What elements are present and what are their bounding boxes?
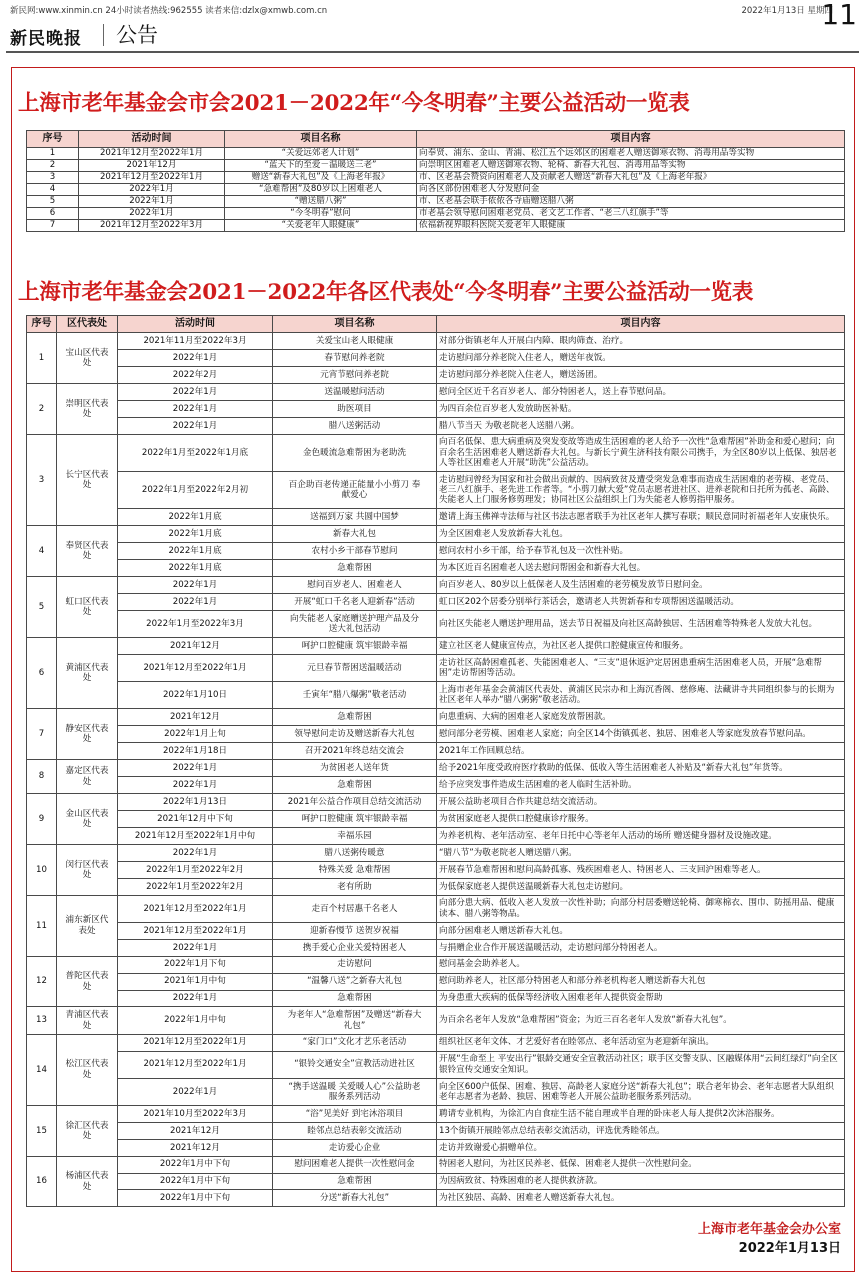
table2-cell: 走访并致谢爱心捐赠单位。 — [437, 1139, 845, 1156]
table1-header-cell: 项目内容 — [417, 131, 845, 148]
table2-header-cell: 序号 — [27, 316, 57, 333]
table2-cell: 2022年2月 — [118, 366, 273, 383]
group-number: 9 — [27, 793, 57, 844]
table2-cell: 为因病致贫、特殊困难的老人提供救济款。 — [437, 1173, 845, 1190]
table2-header-cell: 项目名称 — [273, 316, 437, 333]
table1-row — [27, 220, 845, 232]
section-title: 公告 — [116, 23, 158, 47]
table2-cell: 农村小乡干部春节慰问 — [273, 543, 437, 560]
table2-cell: 2022年1月 — [118, 417, 273, 434]
table2-cell: 幸福乐园 — [273, 827, 437, 844]
table2-row — [27, 990, 845, 1007]
table2-cell: 13个街镇开展睦邻点总结表彰交流活动，评选优秀睦邻点。 — [437, 1122, 845, 1139]
district-office: 嘉定区代表处 — [57, 760, 118, 794]
table2-cell: 金色暖流急难帮困为老助洗 — [273, 434, 437, 471]
table2-cell: 聘请专业机构，为徐汇内自食症生活不能自理或半自理的卧床老人每人提供2次沐浴服务。 — [437, 1105, 845, 1122]
table2-row — [27, 844, 845, 861]
table2-cell: 开展“生命至上 平安出行”银龄交通安全宣教活动社区；联手区交警支队、区融媒体用“云间红绿灯”向全区银铃宣传交通安全知识。 — [437, 1051, 845, 1078]
table2-cell: 2022年1月至2022年2月 — [118, 861, 273, 878]
table2-cell: 2022年1月 — [118, 1078, 273, 1105]
table2-cell: 腊八送粥传暖意 — [273, 844, 437, 861]
table2-cell: 走访慰问部分养老院入住老人，赠送年夜饭。 — [437, 349, 845, 366]
table1-header-cell: 项目名称 — [225, 131, 417, 148]
table2-header-cell: 活动时间 — [118, 316, 273, 333]
table2-cell: 助医项目 — [273, 400, 437, 417]
table2-cell: 向失能老人家庭赠送护理产品及分送大礼包活动 — [273, 610, 437, 637]
table1-cell: 市、区老基会赞资向困难老人及贡献老人赠送“新春大礼包”及《上海老年报》 — [417, 172, 845, 184]
table2-row — [27, 743, 845, 760]
district-office: 奉贤区代表处 — [57, 526, 118, 577]
table2-row — [27, 655, 845, 682]
signature-org: 上海市老年基金会办公室 — [697, 1222, 841, 1237]
table2-cell: 携手爱心企业关爱特困老人 — [273, 939, 437, 956]
table2-cell: 对部分街镇老年人开展白内障、眼肉筛查、治疗。 — [437, 333, 845, 350]
table1-cell: 2021年12月至2022年1月 — [79, 172, 225, 184]
table2-cell: 春节慰问养老院 — [273, 349, 437, 366]
table2-cell: 呵护口腔健康 筑牢银龄幸福 — [273, 810, 437, 827]
table1-cell: 6 — [27, 208, 79, 220]
table1-cell: 2022年1月 — [79, 184, 225, 196]
table2-cell: 2022年1月 — [118, 990, 273, 1007]
table2-cell: 为百余名老年人发放“急难帮困”资金；为近三百名老年人发放“新春大礼包”。 — [437, 1007, 845, 1034]
group-number: 12 — [27, 956, 57, 1007]
district-office: 金山区代表处 — [57, 793, 118, 844]
table2-header-row — [27, 316, 845, 333]
table2-cell: 急难帮困 — [273, 560, 437, 577]
table1-cell: “关爱老年人眼健康” — [225, 220, 417, 232]
table1-cell: 2 — [27, 160, 79, 172]
table2-row — [27, 1105, 845, 1122]
group-number: 6 — [27, 638, 57, 709]
table2-cell: 慰问百岁老人、困难老人 — [273, 577, 437, 594]
table2-cell: 特殊关爱 急难帮困 — [273, 861, 437, 878]
table2-cell: 召开2021年终总结交流会 — [273, 743, 437, 760]
table2-row — [27, 349, 845, 366]
table2-row — [27, 400, 845, 417]
table2-row — [27, 726, 845, 743]
table1-row — [27, 196, 845, 208]
table2-cell: 向全区600户低保、困难、独居、高龄老人家庭分送“新春大礼包”；联合老年协会、老年志愿者大队组织老年志愿者为老龄、独居、困难等老人开展公益助老服务系列活动。 — [437, 1078, 845, 1105]
table2-row — [27, 922, 845, 939]
table1-header-row — [27, 131, 845, 148]
group-number: 4 — [27, 526, 57, 577]
table2-cell: 元旦春节帮困送温暖活动 — [273, 655, 437, 682]
table2-header-cell: 区代表处 — [57, 316, 118, 333]
table2-cell: 走访爱心企业 — [273, 1139, 437, 1156]
district-office: 杨浦区代表处 — [57, 1156, 118, 1207]
table1-cell: 市老基会领导慰问困难老党员、老文艺工作者、“老三八红旗手”等 — [417, 208, 845, 220]
table2-cell: 领导慰问走访及赠送新春大礼包 — [273, 726, 437, 743]
group-number: 7 — [27, 709, 57, 760]
table1-cell: 向崇明区困难老人赠送御寒衣物、轮椅、新春大礼包、消毒用品等实物 — [417, 160, 845, 172]
table2-cell: 2022年1月 — [118, 844, 273, 861]
table2-cell: 为社区独居、高龄、困难老人赠送新春大礼包。 — [437, 1190, 845, 1207]
table2-cell: 组织社区老年文体、才艺爱好者在睦邻点、老年活动室为老迎新年演出。 — [437, 1034, 845, 1051]
table2-cell: 上海市老年基金会黄浦区代表处、黄浦区民宗办和上海沉香阁、慈修庵、法藏讲寺共同组织参与的长期为社区老年人举办“腊八粥粥”敬老活动。 — [437, 682, 845, 709]
table2-cell: 元宵节慰问养老院 — [273, 366, 437, 383]
table2-cell: 2021年12月至2022年1月 — [118, 1034, 273, 1051]
table2-cell: 建立社区老人健康宣传点，为社区老人提供口腔健康宣传和服务。 — [437, 638, 845, 655]
table2-cell: 开展春节急难帮困和慰问高龄孤寡、残疾困难老人、特困老人、三支回沪困难等老人。 — [437, 861, 845, 878]
table1-cell: 1 — [27, 148, 79, 160]
table2-cell: 2022年1月 — [118, 400, 273, 417]
group-number: 3 — [27, 434, 57, 526]
table2-row — [27, 543, 845, 560]
table2-cell: 慰问部分老劳模、困难老人家庭；向全区14个街镇孤老、独居、困难老人等家庭发放春节慰问品。 — [437, 726, 845, 743]
table2-row — [27, 1122, 845, 1139]
table2-cell: 2022年1月中下旬 — [118, 1156, 273, 1173]
table2-cell: 急难帮困 — [273, 777, 437, 794]
table2-cell: 走访慰问曾经为国家和社会做出贡献的、因病致贫及遭受突发急难事而造成生活困难的老劳模、老党员、老三八红旗手、老先进工作者等。“小剪刀献大爱”党员志愿者进社区、进养老院和日托所为孤老、高龄、失能老人上门服务修剪理发；协同社区公益组织上门为失能老人修剪指甲服务。 — [437, 471, 845, 508]
table1-cell: “关爱远郊老人计划” — [225, 148, 417, 160]
district-office: 崇明区代表处 — [57, 383, 118, 434]
table2-cell: 2022年1月底 — [118, 509, 273, 526]
table2-row — [27, 383, 845, 400]
table2-cell: 睦邻点总结表彰交流活动 — [273, 1122, 437, 1139]
district-office: 浦东新区代表处 — [57, 895, 118, 956]
table2-cell: 为贫困老人送年货 — [273, 760, 437, 777]
signature-date: 2022年1月13日 — [738, 1241, 841, 1256]
table2-cell: 为本区近百名困难老人送去慰问帮困金和新春大礼包。 — [437, 560, 845, 577]
table2-cell: “腊八节”为敬老院老人赠送腊八粥。 — [437, 844, 845, 861]
group-number: 14 — [27, 1034, 57, 1105]
table2-row — [27, 1051, 845, 1078]
issue-date: 2022年1月13日 星期四 — [741, 6, 833, 16]
table2-cell: 给予2021年度受政府医疗救助的低保、低收入等生活困难老人补贴及“新春大礼包”年货等。 — [437, 760, 845, 777]
table2-cell: 2022年1月中下旬 — [118, 1190, 273, 1207]
table2-cell: 2022年1月底 — [118, 526, 273, 543]
table2-cell: 慰问困难老人提供一次性慰问金 — [273, 1156, 437, 1173]
table2-row — [27, 417, 845, 434]
table2-row — [27, 878, 845, 895]
table2-row — [27, 682, 845, 709]
table2-cell: 为全区困难老人发放新春大礼包。 — [437, 526, 845, 543]
table2-cell: 2022年1月18日 — [118, 743, 273, 760]
top-info-bar — [10, 2, 865, 16]
district-office: 青浦区代表处 — [57, 1007, 118, 1034]
table2-cell: 2021年1月中旬 — [118, 973, 273, 990]
table2-cell: 为身患重大疾病的低保等经济收入困难老年人提供资金帮助 — [437, 990, 845, 1007]
group-number: 8 — [27, 760, 57, 794]
table1-row — [27, 184, 845, 196]
newspaper-logo: 新民晚报 — [10, 29, 82, 49]
table2-row — [27, 610, 845, 637]
table2-cell: “携手送温暖 关爱暖人心”公益助老服务系列活动 — [273, 1078, 437, 1105]
district-office: 黄浦区代表处 — [57, 638, 118, 709]
table2-cell: 向百岁老人、80岁以上低保老人及生活困难的老劳模发放节日慰问金。 — [437, 577, 845, 594]
table2-cell: 2022年1月 — [118, 760, 273, 777]
table2-cell: 2022年1月底 — [118, 560, 273, 577]
header-rule — [6, 51, 859, 53]
table1 — [26, 130, 845, 232]
table2-cell: 2021年工作回顾总结。 — [437, 743, 845, 760]
group-number: 11 — [27, 895, 57, 956]
table2-cell: 2022年1月 — [118, 383, 273, 400]
table1-cell: 3 — [27, 172, 79, 184]
group-number: 2 — [27, 383, 57, 434]
table1-cell: 向奉贤、浦东、金山、青浦、松江五个远郊区的困难老人赠送御寒衣物、消毒用品等实物 — [417, 148, 845, 160]
table2-cell: 走访社区高龄困难孤老、失能困难老人、“三支”退休返沪定居困患重病生活困难老人员，开展“急难帮困”走访帮困等活动。 — [437, 655, 845, 682]
table2-row — [27, 333, 845, 350]
table2-cell: 给予应突发事件造成生活困难的老人临时生活补助。 — [437, 777, 845, 794]
table2-row — [27, 1156, 845, 1173]
table2-row — [27, 434, 845, 471]
table2-row — [27, 810, 845, 827]
table2-row — [27, 509, 845, 526]
table2-cell: 开展“虹口千名老人迎新春”活动 — [273, 594, 437, 611]
table2-cell: 2022年1月13日 — [118, 793, 273, 810]
table2-cell: 2021年12月 — [118, 1122, 273, 1139]
table2-cell: “浴”见美好 到宅沐浴项目 — [273, 1105, 437, 1122]
table2-cell: 2021年11月至2022年3月 — [118, 333, 273, 350]
district-office: 闵行区代表处 — [57, 844, 118, 895]
table2-cell: 2022年1月至2022年1月底 — [118, 434, 273, 471]
table2-cell: 走百个村居惠千名老人 — [273, 895, 437, 922]
table1-row — [27, 148, 845, 160]
table2-cell: 关爱宝山老人眼健康 — [273, 333, 437, 350]
table2-cell: 呵护口腔健康 筑牢银龄幸福 — [273, 638, 437, 655]
district-office: 宝山区代表处 — [57, 333, 118, 384]
table2-cell: “温馨八送”之新春大礼包 — [273, 973, 437, 990]
table2-cell: 分送“新春大礼包” — [273, 1190, 437, 1207]
page-number: 11 — [821, 0, 857, 31]
table2-cell: 2021年公益合作项目总结交流活动 — [273, 793, 437, 810]
table2-cell: 2022年1月下旬 — [118, 956, 273, 973]
table2-cell: 2021年12月中下旬 — [118, 810, 273, 827]
group-number: 5 — [27, 577, 57, 638]
table2-row — [27, 956, 845, 973]
table2-row — [27, 594, 845, 611]
table2-cell: 走访慰问 — [273, 956, 437, 973]
table2-cell: 2022年1月至2022年3月 — [118, 610, 273, 637]
table2-row — [27, 709, 845, 726]
table2-cell: 走访慰问部分养老院入住老人，赠送汤团。 — [437, 366, 845, 383]
table1-cell: “今冬明春”慰问 — [225, 208, 417, 220]
table2-cell: 特困老人慰问，为社区民养老、低保、困难老人提供一次性慰问金。 — [437, 1156, 845, 1173]
table2-cell: 2022年1月 — [118, 577, 273, 594]
table2-row — [27, 471, 845, 508]
table2-cell: 2022年1月底 — [118, 543, 273, 560]
table2-row — [27, 793, 845, 810]
table2-row — [27, 973, 845, 990]
district-office: 普陀区代表处 — [57, 956, 118, 1007]
table2-cell: 2022年1月中旬 — [118, 1007, 273, 1034]
table2-cell: 新春大礼包 — [273, 526, 437, 543]
table2-cell: 向社区失能老人赠送护理用品，送去节日祝福及向社区高龄独居、生活困难等特殊老人发放大礼包。 — [437, 610, 845, 637]
table2-cell: 2021年12月至2022年1月 — [118, 922, 273, 939]
table2-row — [27, 1139, 845, 1156]
table2-cell: 2021年12月至2022年1月 — [118, 655, 273, 682]
table1-cell: 赠送“新春大礼包”及《上海老年报》 — [225, 172, 417, 184]
table1-cell: 2021年12月至2022年1月 — [79, 148, 225, 160]
table2-cell: 开展公益助老项目合作共建总结交流活动。 — [437, 793, 845, 810]
table2-row — [27, 638, 845, 655]
table2-cell: 腊八送粥活动 — [273, 417, 437, 434]
table2-cell: “家门口”文化才艺乐老活动 — [273, 1034, 437, 1051]
table1-cell: 依福新视界眼科医院关爱老年人眼健康 — [417, 220, 845, 232]
table2-cell: 急难帮困 — [273, 990, 437, 1007]
table2-cell: 腊八节当天 为敬老院老人送腊八粥。 — [437, 417, 845, 434]
table2-cell: 为四百余位百岁老人发放助医补贴。 — [437, 400, 845, 417]
table1-cell: “蓝天下的至爱－温暖送三老” — [225, 160, 417, 172]
table2-cell: 2022年1月 — [118, 594, 273, 611]
table2-row — [27, 366, 845, 383]
divider — [103, 24, 104, 46]
table2-cell: 2021年12月 — [118, 709, 273, 726]
table2-cell: 送福到万家 共圆中国梦 — [273, 509, 437, 526]
table2-cell: 2021年12月 — [118, 1139, 273, 1156]
table2-cell: 急难帮困 — [273, 1173, 437, 1190]
table2-cell: 2021年10月至2022年3月 — [118, 1105, 273, 1122]
table2-cell: 为贫困家庭老人提供口腔健康诊疗服务。 — [437, 810, 845, 827]
table1-cell: 2021年12月 — [79, 160, 225, 172]
table2-row — [27, 777, 845, 794]
table2-cell: 老有所助 — [273, 878, 437, 895]
table2-cell: 送温暖慰问活动 — [273, 383, 437, 400]
district-office: 长宁区代表处 — [57, 434, 118, 526]
group-number: 16 — [27, 1156, 57, 1207]
table2-cell: 百企助百老传递正能量小小剪刀 奉献爱心 — [273, 471, 437, 508]
table2-cell: 慰问基金会助养老人。 — [437, 956, 845, 973]
group-number: 13 — [27, 1007, 57, 1034]
table1-cell: 2022年1月 — [79, 208, 225, 220]
table2-row — [27, 861, 845, 878]
table2-cell: 2022年1月 — [118, 939, 273, 956]
table2-cell: 与捐赠企业合作开展送温暖活动，走访慰问部分特困老人。 — [437, 939, 845, 956]
table2-row — [27, 560, 845, 577]
table2-cell: 急难帮困 — [273, 709, 437, 726]
table2-cell: 2022年1月上旬 — [118, 726, 273, 743]
table2-cell: “银铃交通安全”宣教活动进社区 — [273, 1051, 437, 1078]
table1-row — [27, 160, 845, 172]
table2-cell: 2021年12月至2022年1月 — [118, 895, 273, 922]
table1-title: 上海市老年基金会市会2021－2022年“今冬明春”主要公益活动一览表 — [18, 91, 690, 116]
district-office: 徐汇区代表处 — [57, 1105, 118, 1156]
masthead — [10, 22, 310, 48]
table1-cell: 市、区老基会联手侬侬各寺庙赠送腊八粥 — [417, 196, 845, 208]
table2-cell: 邀请上海玉佛禅寺法师与社区书法志愿者联手为社区老年人撰写春联；顺民意同时祈福老年人安康快乐。 — [437, 509, 845, 526]
table1-cell: “急难帮困”及80岁以上困难老人 — [225, 184, 417, 196]
table2-cell: 向部分困难老人赠送新春大礼包。 — [437, 922, 845, 939]
table2-cell: 壬寅年“腊八爆粥”敬老活动 — [273, 682, 437, 709]
table2-cell: 2021年12月 — [118, 638, 273, 655]
table2-row — [27, 577, 845, 594]
table2-cell: 为养老机构、老年活动室、老年日托中心等老年人活动的场所 赠送健身器材及设施改建。 — [437, 827, 845, 844]
table1-row — [27, 208, 845, 220]
group-number: 15 — [27, 1105, 57, 1156]
table2-cell: 慰问全区近千名百岁老人、部分特困老人，送上春节慰问品。 — [437, 383, 845, 400]
table2-row — [27, 827, 845, 844]
table2 — [26, 315, 845, 1207]
table2-cell: 2022年1月 — [118, 777, 273, 794]
table2-row — [27, 1190, 845, 1207]
table1-header-cell: 活动时间 — [79, 131, 225, 148]
table2-title: 上海市老年基金会2021－2022年各区代表处“今冬明春”主要公益活动一览表 — [18, 280, 754, 305]
table1-row — [27, 172, 845, 184]
table1-cell: “赠送腊八粥” — [225, 196, 417, 208]
table1-header-cell: 序号 — [27, 131, 79, 148]
table2-cell: 2022年1月10日 — [118, 682, 273, 709]
table2-cell: 慰问助养老人，社区部分特困老人和部分养老机构老人赠送新春大礼包 — [437, 973, 845, 990]
table2-cell: 慰问农村小乡干部，给予春节礼包及一次性补贴。 — [437, 543, 845, 560]
table2-row — [27, 526, 845, 543]
district-office: 松江区代表处 — [57, 1034, 118, 1105]
table2-row — [27, 1007, 845, 1034]
table2-cell: 2022年1月中下旬 — [118, 1173, 273, 1190]
table2-cell: 2022年1月 — [118, 349, 273, 366]
group-number: 1 — [27, 333, 57, 384]
table2-row — [27, 895, 845, 922]
table2-row — [27, 760, 845, 777]
table1-cell: 向各区部份困难老人分发慰问金 — [417, 184, 845, 196]
table2-cell: 向患重病、大病的困难老人家庭发放帮困款。 — [437, 709, 845, 726]
table2-row — [27, 1034, 845, 1051]
table2-cell: 为老年人“急难帮困”及赠送“新春大礼包” — [273, 1007, 437, 1034]
table2-row — [27, 1173, 845, 1190]
table1-cell: 7 — [27, 220, 79, 232]
masthead-info: 新民网:www.xinmin.cn 24小时读者热线:962555 读者来信:dzlx@xmwb.com.cn — [10, 6, 328, 16]
district-office: 虹口区代表处 — [57, 577, 118, 638]
table2-cell: 向部分患大病、低收入老人发放一次性补助；向部分村居委赠送轮椅、御寒棉衣、围巾、防摇用品、健康读本、腊八粥等物品。 — [437, 895, 845, 922]
table2-cell: 为低保家庭老人提供送温暖新春大礼包走访慰问。 — [437, 878, 845, 895]
district-office: 静安区代表处 — [57, 709, 118, 760]
table1-cell: 2021年12月至2022年3月 — [79, 220, 225, 232]
table1-cell: 4 — [27, 184, 79, 196]
table1-cell: 2022年1月 — [79, 196, 225, 208]
table2-cell: 2021年12月至2022年1月 — [118, 1051, 273, 1078]
group-number: 10 — [27, 844, 57, 895]
table2-row — [27, 939, 845, 956]
table2-cell: 向百名低保、患大病重病及突发变故等造成生活困难的老人给予一次性“急难帮困”补助金和爱心慰问；向百余名生活困难老人赠送新春大礼包。与新长宁黄生济科技有限公司携手，为全区80岁以上低保、独居老人等社区困难老人开展“助洗”公益活动。 — [437, 434, 845, 471]
table2-cell: 虹口区202个居委分别举行茶话会，邀请老人共贺新春和专项帮困送温暖活动。 — [437, 594, 845, 611]
table2-cell: 2022年1月至2022年2月 — [118, 878, 273, 895]
table1-cell: 5 — [27, 196, 79, 208]
table2-cell: 迎新春慢节 送贺岁祝福 — [273, 922, 437, 939]
table2-cell: 2022年1月至2022年2月初 — [118, 471, 273, 508]
table2-row — [27, 1078, 845, 1105]
table2-cell: 2021年12月至2022年1月中旬 — [118, 827, 273, 844]
table2-header-cell: 项目内容 — [437, 316, 845, 333]
